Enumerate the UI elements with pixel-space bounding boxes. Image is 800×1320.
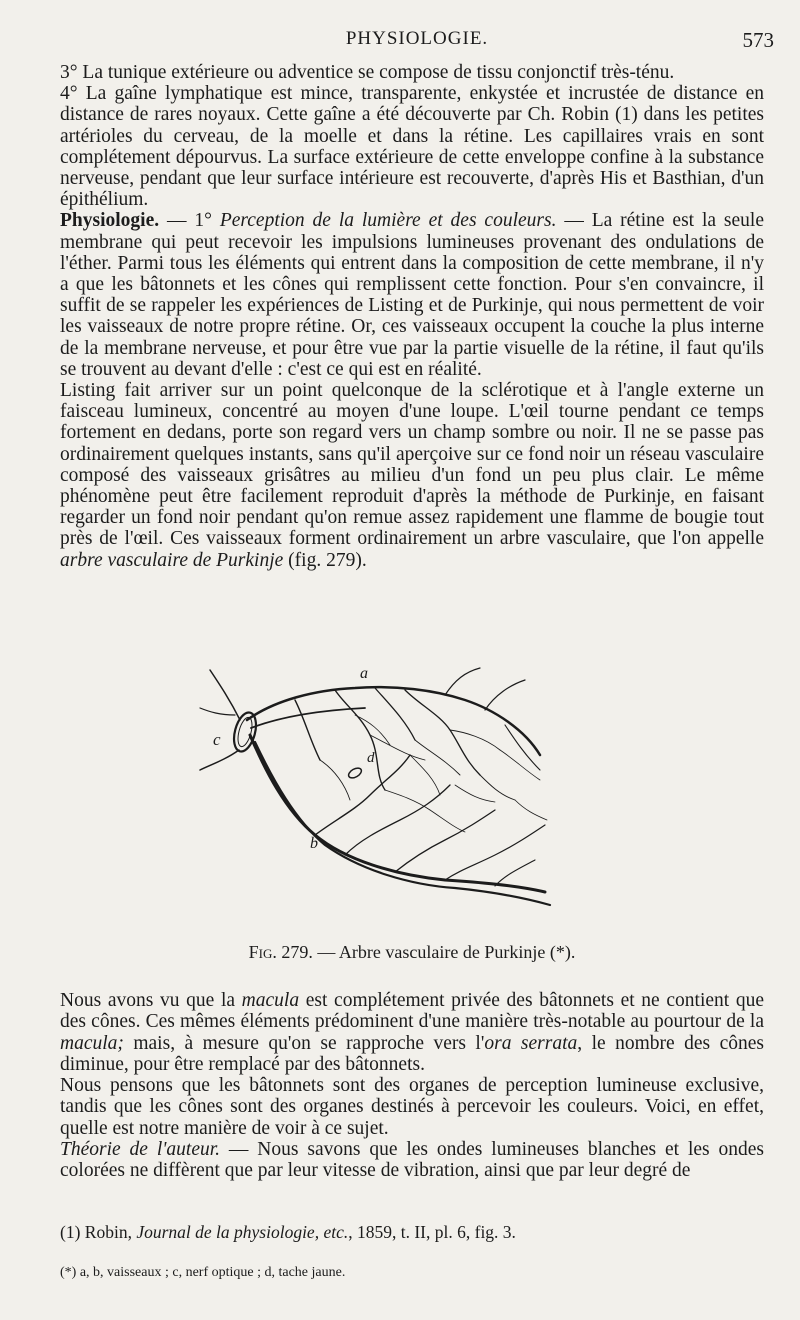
figure-purkinje-vascular-tree	[195, 660, 565, 935]
label-c: c	[213, 730, 221, 749]
label-d: d	[367, 750, 375, 766]
body-text-top	[60, 62, 764, 571]
footnote-figure-legend: (*) a, b, vaisseaux ; c, nerf optique ; d, tache jaune.	[60, 1265, 346, 1280]
figure-caption	[60, 942, 764, 963]
footnote-robin: (1) Robin, Journal de la physiologie, etc., 1859, t. II, pl. 6, fig. 3.	[60, 1222, 516, 1242]
label-b: b	[310, 835, 318, 852]
running-title: PHYSIOLOGIE.	[345, 28, 489, 49]
page-header	[60, 28, 774, 56]
paragraph: Listing fait arriver sur un point quelconque de la sclérotique et à l'angle externe un faisceau lumineux, concentré au moyen d'une loupe. L'œil tourne pendant ce temps fortement en dedans, porte son regard vers un champ sombre ou noir. Il ne se passe pas ordinairement quelques instants, sans qu'il aperçoive sur ce fond noir un réseau vasculaire composé des vaisseaux grisâtres au milieu d'un fond un peu plus clair. Le même phénomène peut être facilement reproduit d'après la méthode de Purkinje, en faisant regarder un fond noir pendant qu'on remue assez rapidement une flamme de bougie tout près de l'œil. Ces vaisseaux forment ordinairement un arbre vasculaire, que l'on appelle arbre vasculaire de Purkinje (fig. 279).	[60, 380, 764, 571]
vascular-tree-illustration	[195, 660, 565, 935]
paragraph: Physiologie. — 1° Perception de la lumière et des couleurs. — La rétine est la seule membrane qui peut recevoir les impulsions lumineuses provenant des ondulations de l'éther. Parmi tous les éléments qui entrent dans la composition de cette membrane, il n'y a que les bâtonnets et les cônes qui remplissent cette fonction. Pour s'en convaincre, il suffit de se rappeler les expériences de Listing et de Purkinje, qui nous permettent de voir les vaisseaux de notre propre rétine. Or, ces vaisseaux occupent la couche la plus interne de la membrane nerveuse, et pour être vue par la partie visuelle de la rétine, il faut qu'ils se trouvent au devant d'elle : c'est ce qui est en réalité.	[60, 210, 764, 380]
figure-caption-text: — Arbre vasculaire de Purkinje (*).	[312, 942, 576, 962]
paragraph: Nous avons vu que la macula est complétement privée des bâtonnets et ne contient que des cônes. Ces mêmes éléments prédominent d'une manière très-notable au pourtour de la macula; mais, à mesure qu'on se rapproche vers l'ora serrata, le nombre des cônes diminue, pour être remplacé par des bâtonnets.	[60, 990, 764, 1075]
footnotes	[60, 1222, 764, 1281]
paragraph: 4° La gaîne lymphatique est mince, transparente, enkystée et incrustée de distance en distance de rares noyaux. Cette gaîne a été découverte par Ch. Robin (1) dans les petites artérioles du cerveau, de la moelle et dans la rétine. Les capillaires vrais en sont complétement dépourvus. La surface extérieure de cette enveloppe confine à la substance nerveuse, pendant que leur surface intérieure est recouverte, d'après His et Basthian, d'un épithélium.	[60, 83, 764, 211]
page-number: 573	[742, 28, 774, 52]
paragraph: Théorie de l'auteur. — Nous savons que les ondes lumineuses blanches et les ondes colorées ne diffèrent que par leur vitesse de vibration, ainsi que par leur degré de	[60, 1139, 764, 1182]
figure-number: Fig. 279.	[248, 942, 313, 962]
body-text-bottom	[60, 990, 764, 1182]
paragraph: Nous pensons que les bâtonnets sont des organes de perception lumineuse exclusive, tandis que les cônes sont des organes destinés à percevoir les couleurs. Voici, en effet, quelle est notre manière de voir à ce sujet.	[60, 1075, 764, 1139]
paragraph: 3° La tunique extérieure ou adventice se compose de tissu conjonctif très-ténu.	[60, 62, 675, 83]
label-a: a	[360, 665, 368, 682]
